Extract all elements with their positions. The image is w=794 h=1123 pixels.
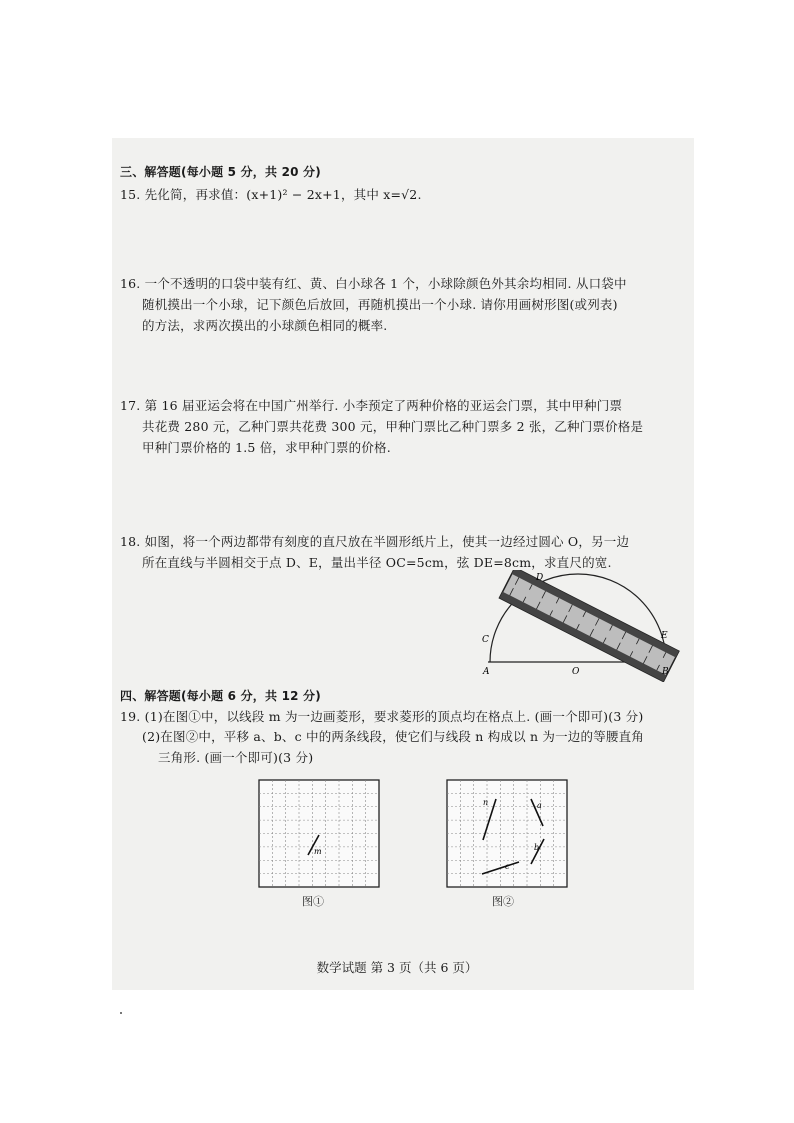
scan-speck (120, 1012, 122, 1014)
q16-line3: 的方法，求两次摸出的小球颜色相同的概率. (142, 318, 388, 333)
q19-line1: 19. (1)在图①中，以线段 m 为一边画菱形，要求菱形的顶点均在格点上. (画一个即可)(3 分) (120, 709, 644, 724)
label-o: O (572, 667, 580, 677)
section3-title: 三、解答题(每小题 5 分，共 20 分) (120, 165, 321, 179)
label-d: D (536, 573, 544, 583)
label-e: E (661, 631, 668, 641)
label-a-seg: a (537, 801, 542, 810)
fig1-caption: 图① (302, 895, 324, 908)
q17-line3: 甲种门票价格的 1.5 倍，求甲种门票的价格. (142, 440, 391, 455)
label-c: C (482, 635, 489, 645)
label-m: m (314, 847, 322, 856)
label-n: n (483, 798, 489, 807)
fig2-caption: 图② (492, 895, 514, 908)
q19-line3: 三角形. (画一个即可)(3 分) (158, 750, 314, 765)
grid-figure-1 (258, 779, 380, 889)
grid-figure-2 (446, 779, 568, 889)
q18-line2: 所在直线与半圆相交于点 D、E，量出半径 OC=5cm，弦 DE=8cm，求直尺的宽. (142, 555, 612, 570)
section4-title: 四、解答题(每小题 6 分，共 12 分) (120, 689, 321, 703)
q18-figure (480, 570, 680, 682)
q15-text: 15. 先化简，再求值：(x+1)² − 2x+1，其中 x=√2. (120, 187, 422, 202)
q17-line2: 共花费 280 元，乙种门票共花费 300 元，甲种门票比乙种门票多 2 张，乙种门票价格是 (142, 419, 644, 434)
q18-line1: 18. 如图，将一个两边都带有刻度的直尺放在半圆形纸片上，使其一边经过圆心 O，另一边 (120, 534, 630, 549)
q16-line1: 16. 一个不透明的口袋中装有红、黄、白小球各 1 个，小球除颜色外其余均相同. 从口袋中 (120, 276, 627, 291)
label-b-seg: b (534, 843, 540, 852)
label-c-seg: c (505, 862, 510, 871)
q16-line2: 随机摸出一个小球，记下颜色后放回，再随机摸出一个小球. 请你用画树形图(或列表) (142, 297, 618, 312)
q19-line2: (2)在图②中，平移 a、b、c 中的两条线段，使它们与线段 n 构成以 n 为一边的等腰直角 (142, 729, 645, 744)
label-a: A (483, 667, 490, 677)
q17-line1: 17. 第 16 届亚运会将在中国广州举行. 小李预定了两种价格的亚运会门票，其中甲种门票 (120, 398, 623, 413)
page-footer: 数学试题 第 3 页（共 6 页） (316, 960, 478, 975)
label-b: B (662, 667, 669, 677)
ruler (499, 570, 678, 681)
